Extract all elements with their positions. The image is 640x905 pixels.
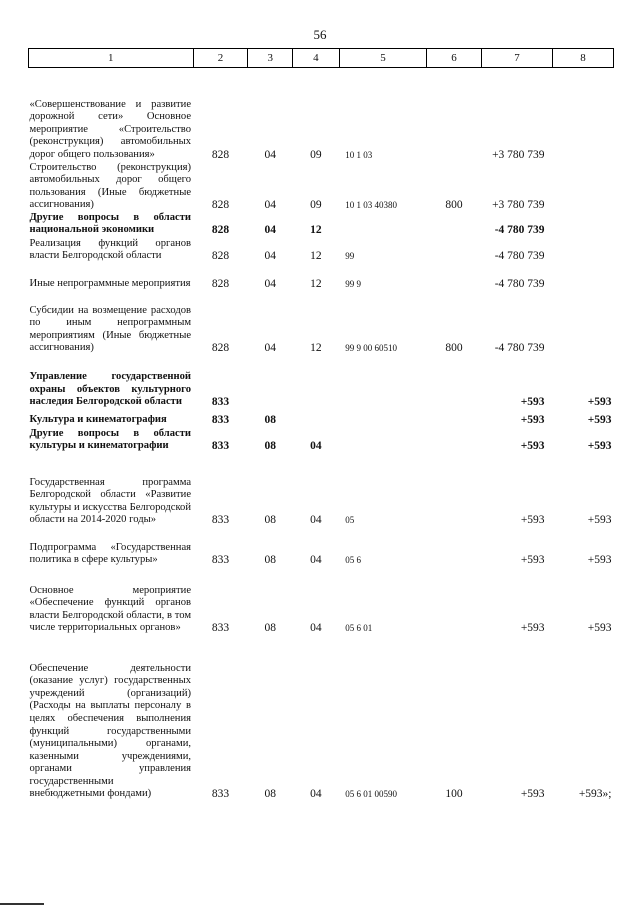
row-name: «Совершенствование и развитие дорожной сети» Основное мероприятие «Строительство (реконструкция) автомобильных дорог общего пользования»	[29, 98, 192, 160]
row-name: Другие вопросы в области культуры и кинематографии	[29, 427, 192, 452]
row-target-article-code: 10 1 03 40380	[345, 200, 398, 211]
row-subsection-code	[293, 409, 340, 427]
row-subsection-code: 12	[310, 224, 322, 237]
row-grbs-code: 833	[211, 396, 230, 409]
row-subsection-code: 09	[310, 148, 322, 161]
row-section-code: 08	[264, 514, 276, 527]
row-expense-type-code	[427, 212, 482, 237]
row-amount-col8: +593	[587, 396, 612, 409]
row-target-article-code: 99	[345, 251, 355, 262]
row-section-code: 04	[264, 224, 276, 237]
header-col-8: 8	[553, 49, 614, 68]
row-subsection-code: 04	[310, 554, 322, 567]
table-row	[29, 567, 614, 635]
row-target-article-code	[339, 409, 426, 427]
row-amount-col7: -4 780 739	[494, 278, 545, 291]
row-expense-type-code	[427, 263, 482, 291]
row-amount-col7: +593	[520, 554, 545, 567]
row-section-code: 04	[264, 148, 276, 161]
row-name: Государственная программа Белгородской области «Развитие культуры и искусства Белгородской области на 2014-2020 годы»	[29, 476, 192, 526]
row-amount-col7: +593	[520, 396, 545, 409]
row-grbs-code: 833	[211, 414, 230, 427]
row-expense-type-code	[427, 567, 482, 635]
row-section-code: 08	[264, 622, 276, 635]
row-name: Реализация функций органов власти Белгородской области	[29, 237, 192, 262]
row-amount-col8: +593	[587, 622, 612, 635]
row-amount-col7: +3 780 739	[492, 199, 545, 212]
table-row	[29, 427, 614, 453]
header-col-4: 4	[293, 49, 340, 68]
table-row	[29, 527, 614, 567]
page-number: 56	[313, 27, 327, 42]
row-target-article-code: 05 6 01	[345, 623, 373, 634]
table-row	[29, 68, 614, 162]
row-target-article-code: 05	[345, 515, 355, 526]
row-target-article-code: 99 9	[345, 279, 362, 290]
row-expense-type-code	[427, 527, 482, 567]
row-target-article-code: 05 6	[345, 555, 362, 566]
row-name: Основное мероприятие «Обеспечение функций органов власти Белгородской области, в том числе территориальных органов»	[29, 584, 192, 634]
row-subsection-code: 04	[310, 514, 322, 527]
row-expense-type-code	[427, 68, 482, 162]
row-amount-col8	[553, 212, 614, 237]
table-row	[29, 635, 614, 801]
table-row	[29, 291, 614, 355]
row-subsection-code: 04	[310, 440, 322, 453]
table-row	[29, 212, 614, 237]
row-grbs-code: 828	[211, 224, 230, 237]
row-subsection-code: 12	[310, 250, 322, 263]
row-grbs-code: 833	[211, 622, 230, 635]
row-amount-col8: +593»;	[578, 788, 612, 801]
row-target-article-code	[339, 427, 426, 453]
row-section-code	[248, 355, 293, 409]
row-amount-col8: +593	[587, 514, 612, 527]
row-amount-col8: +593	[587, 554, 612, 567]
row-name: Подпрограмма «Государственная политика в сфере культуры»	[29, 541, 192, 566]
row-name: Обеспечение деятельности (оказание услуг) государственных учреждений (организаций) (Расходы на выплаты персоналу в целях обеспечения выполнения функций государственными (муниципальными) органами, казенными учреждениями, органами управления государственными внебюджетными фондами)	[29, 662, 192, 800]
row-name: Управление государственной охраны объектов культурного наследия Белгородской области	[29, 371, 192, 408]
row-name: Другие вопросы в области национальной экономики	[29, 211, 192, 236]
header-col-6: 6	[427, 49, 482, 68]
row-expense-type-code: 800	[445, 342, 463, 355]
header-col-3: 3	[248, 49, 293, 68]
row-subsection-code: 04	[310, 622, 322, 635]
row-amount-col7: +593	[520, 514, 545, 527]
row-section-code: 04	[264, 199, 276, 212]
row-amount-col7: +593	[520, 440, 545, 453]
row-grbs-code: 828	[211, 342, 230, 355]
table-row	[29, 162, 614, 212]
row-grbs-code: 833	[211, 514, 230, 527]
row-expense-type-code	[427, 427, 482, 453]
row-amount-col8	[553, 263, 614, 291]
row-subsection-code: 04	[310, 788, 322, 801]
row-target-article-code: 10 1 03	[345, 149, 373, 160]
row-subsection-code: 12	[310, 278, 322, 291]
row-name: Культура и кинематография	[29, 414, 167, 426]
table-row	[29, 263, 614, 291]
header-col-7: 7	[481, 49, 552, 68]
row-expense-type-code	[427, 237, 482, 263]
row-section-code: 04	[264, 342, 276, 355]
row-amount-col8: +593	[587, 414, 612, 427]
row-expense-type-code	[427, 409, 482, 427]
row-section-code: 08	[264, 554, 276, 567]
table-row	[29, 355, 614, 409]
row-amount-col7: -4 780 739	[494, 224, 545, 237]
row-subsection-code	[293, 355, 340, 409]
row-amount-col7: -4 780 739	[494, 342, 545, 355]
row-expense-type-code: 800	[445, 199, 463, 212]
header-col-5: 5	[339, 49, 426, 68]
row-expense-type-code: 100	[445, 788, 463, 801]
row-grbs-code: 833	[211, 788, 230, 801]
header-row	[29, 49, 614, 68]
row-amount-col7: -4 780 739	[494, 250, 545, 263]
row-grbs-code: 828	[211, 278, 230, 291]
table-row	[29, 237, 614, 263]
row-grbs-code: 833	[211, 554, 230, 567]
row-section-code: 08	[264, 440, 276, 453]
row-amount-col8	[553, 68, 614, 162]
row-amount-col8	[553, 162, 614, 212]
row-amount-col8: +593	[587, 440, 612, 453]
table-row	[29, 453, 614, 527]
header-col-2: 2	[193, 49, 248, 68]
table-body	[29, 68, 614, 802]
row-amount-col7: +593	[520, 622, 545, 635]
row-amount-col8	[553, 237, 614, 263]
table-row	[29, 409, 614, 427]
row-name: Субсидии на возмещение расходов по иным непрограммным мероприятиям (Иные бюджетные ассигнования)	[29, 304, 192, 354]
row-section-code: 04	[264, 278, 276, 291]
row-section-code: 04	[264, 250, 276, 263]
row-grbs-code: 828	[211, 199, 230, 212]
row-grbs-code: 828	[211, 148, 230, 161]
row-amount-col7: +3 780 739	[492, 148, 545, 161]
row-section-code: 08	[264, 414, 276, 427]
row-expense-type-code	[427, 355, 482, 409]
row-amount-col8	[553, 291, 614, 355]
row-target-article-code: 99 9 00 60510	[345, 343, 398, 354]
row-expense-type-code	[427, 453, 482, 527]
row-subsection-code: 09	[310, 199, 322, 212]
row-target-article-code: 05 6 01 00590	[345, 789, 398, 800]
header-col-1: 1	[29, 49, 194, 68]
table-header	[29, 49, 614, 68]
row-subsection-code: 12	[310, 342, 322, 355]
row-amount-col7: +593	[520, 788, 545, 801]
row-amount-col7: +593	[520, 414, 545, 427]
row-target-article-code	[339, 355, 426, 409]
budget-table	[28, 48, 614, 801]
row-name: Строительство (реконструкция) автомобильных дорог общего пользования (Иные бюджетные ассигнования)	[29, 161, 192, 211]
row-name: Иные непрограммные мероприятия	[29, 278, 191, 290]
row-grbs-code: 833	[211, 440, 230, 453]
row-grbs-code: 828	[211, 250, 230, 263]
row-target-article-code	[339, 212, 426, 237]
row-section-code: 08	[264, 788, 276, 801]
